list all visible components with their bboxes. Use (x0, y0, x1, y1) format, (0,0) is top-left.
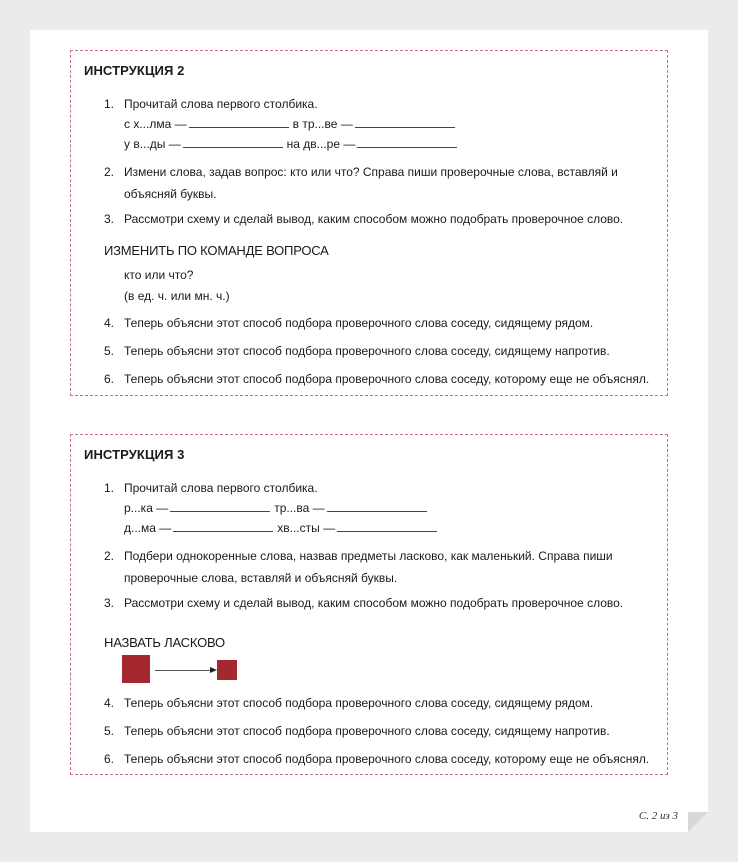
word-prompt: с х...лма — (124, 117, 187, 131)
fill-row (124, 498, 431, 518)
item-text: Рассмотри схему и сделай вывод, каким способом можно подобрать проверочное слово. (124, 596, 624, 610)
word-prompt: р...ка — (124, 501, 169, 515)
instruction-2-box (70, 50, 668, 396)
instruction-2-title: ИНСТРУКЦИЯ 2 (84, 63, 185, 78)
word-prompt: тр...ва — (274, 501, 325, 515)
instruction-3-item-1 (104, 477, 659, 499)
instruction-3-box (70, 434, 668, 775)
item-number: 6. (104, 372, 115, 386)
instruction-2-item-5 (104, 340, 659, 362)
item-text: Теперь объясни этот способ подбора проверочного слова соседу, которому еще не объяснял. (124, 372, 650, 386)
item-text: Рассмотри схему и сделай вывод, каким способом можно подобрать проверочное слово. (124, 212, 624, 226)
scheme-title: ИЗМЕНИТЬ ПО КОМАНДЕ ВОПРОСА (104, 243, 329, 258)
scheme-title: НАЗВАТЬ ЛАСКОВО (104, 635, 225, 650)
answer-blank[interactable] (357, 136, 457, 148)
instruction-2-item-3 (104, 208, 659, 230)
fill-row (124, 518, 441, 538)
instruction-3-item-2 (104, 545, 659, 589)
item-text: Прочитай слова первого столбика. (124, 97, 318, 111)
answer-blank[interactable] (173, 520, 273, 532)
item-text: Теперь объясни этот способ подбора проверочного слова соседу, сидящему напротив. (124, 344, 610, 358)
item-number: 2. (104, 549, 115, 563)
page-fold-corner (688, 812, 708, 832)
instruction-2-item-2 (104, 161, 659, 205)
arrow-line (155, 670, 211, 671)
item-text: Теперь объясни этот способ подбора проверочного слова соседу, сидящему рядом. (124, 316, 594, 330)
answer-blank[interactable] (355, 116, 455, 128)
large-square-icon (122, 655, 150, 683)
item-number: 6. (104, 752, 115, 766)
word-prompt: в тр...ве — (292, 117, 353, 131)
small-square-icon (217, 660, 237, 680)
word-prompt: на дв...ре — (286, 137, 356, 151)
item-text: Прочитай слова первого столбика. (124, 481, 318, 495)
item-text: Теперь объясни этот способ подбора проверочного слова соседу, сидящему напротив. (124, 724, 610, 738)
instruction-2-item-4 (104, 312, 659, 334)
word-prompt: у в...ды — (124, 137, 181, 151)
word-prompt: д...ма — (124, 521, 172, 535)
item-text: Теперь объясни этот способ подбора проверочного слова соседу, которому еще не объяснял. (124, 752, 650, 766)
fill-row (124, 114, 459, 134)
arrow-head-icon (210, 667, 217, 673)
answer-blank[interactable] (170, 500, 270, 512)
worksheet-page (30, 30, 708, 832)
item-number: 3. (104, 212, 115, 226)
item-number: 5. (104, 344, 115, 358)
item-number: 4. (104, 696, 115, 710)
instruction-2-item-1 (104, 93, 659, 115)
instruction-3-title: ИНСТРУКЦИЯ 3 (84, 447, 185, 462)
instruction-3-item-6 (104, 748, 659, 770)
item-number: 1. (104, 481, 115, 495)
page-number: С. 2 из 3 (638, 810, 678, 822)
item-number: 3. (104, 596, 115, 610)
item-text: Теперь объясни этот способ подбора проверочного слова соседу, сидящему рядом. (124, 696, 594, 710)
word-prompt: хв...сты — (277, 521, 336, 535)
fill-row (124, 134, 461, 154)
item-number: 2. (104, 165, 115, 179)
instruction-3-item-5 (104, 720, 659, 742)
item-number: 1. (104, 97, 115, 111)
instruction-3-item-4 (104, 692, 659, 714)
answer-blank[interactable] (183, 136, 283, 148)
answer-blank[interactable] (189, 116, 289, 128)
item-text: Измени слова, задав вопрос: кто или что? Справа пиши проверочные слова, вставляй и объясняй буквы. (124, 165, 618, 201)
scheme-note: (в ед. ч. или мн. ч.) (124, 289, 230, 303)
item-number: 5. (104, 724, 115, 738)
item-number: 4. (104, 316, 115, 330)
answer-blank[interactable] (327, 500, 427, 512)
scheme-question: кто или что? (124, 268, 194, 282)
item-text: Подбери однокоренные слова, назвав предметы ласково, как маленький. Справа пиши проверочные слова, вставляй и объясняй буквы. (124, 549, 613, 585)
instruction-2-item-6 (104, 368, 659, 390)
instruction-3-item-3 (104, 592, 659, 614)
answer-blank[interactable] (337, 520, 437, 532)
